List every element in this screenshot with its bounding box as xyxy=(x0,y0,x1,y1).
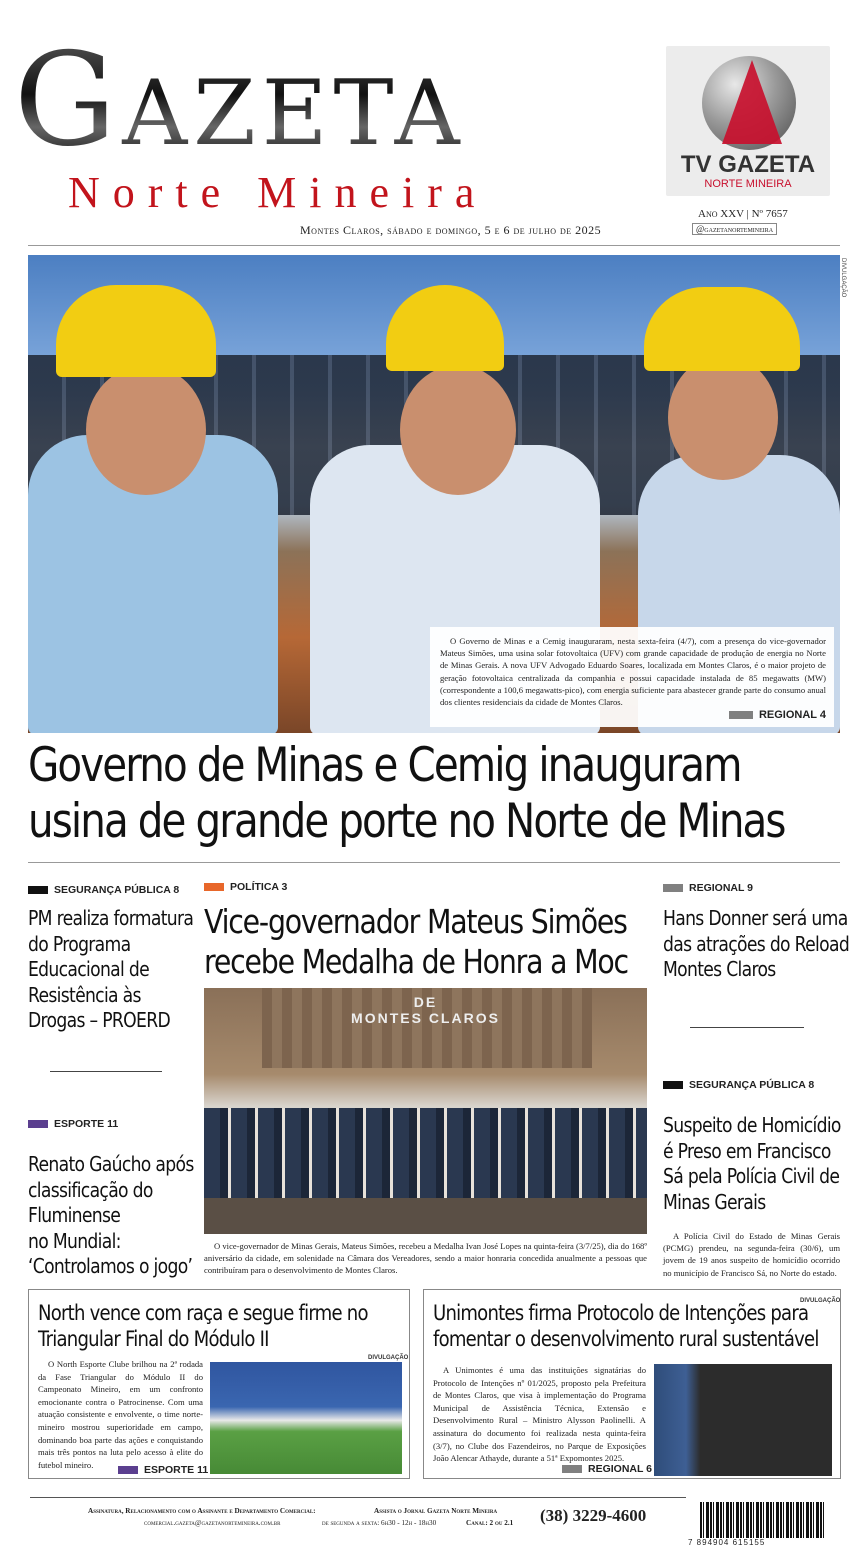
headline-line: North vence com raça e segue firme no xyxy=(38,1301,368,1325)
story-vice-governador-headline[interactable] xyxy=(204,902,628,982)
story-proerd-headline[interactable] xyxy=(28,906,193,1034)
unimontes-text: A Unimontes é uma das instituições signatárias do Protocolo de Intenções nº 01/2025, proposto pela Prefeitura de Montes Claros, que visa à implementação do Programa Municipal de Assistência Técnica, Extensão e Desenvolvimento Rural – Ministro Alysson Paolinelli. A assinatura do documento foi realizada nesta quinta-feira (3/7), no Clube dos Fazendeiros, no Parque de Exposições João Alencar Athayde, durante a 51ª Expomontes 2025. xyxy=(433,1365,646,1464)
headline-line: Sá pela Polícia Civil de xyxy=(663,1164,840,1188)
footer-email[interactable]: comercial.gazeta@gazetanortemineira.com.br xyxy=(144,1519,281,1527)
photo-credit: DIVULGAÇÃO xyxy=(840,258,846,298)
headline-line: Drogas – PROERD xyxy=(28,1008,171,1032)
tag-bar xyxy=(204,883,224,891)
helmet-center xyxy=(386,285,504,371)
headline-line: das atrações do Reload xyxy=(663,931,850,956)
footer-phone[interactable]: (38) 3229-4600 xyxy=(540,1506,647,1525)
story-suspeito-headline[interactable] xyxy=(663,1113,841,1215)
floor xyxy=(204,1198,647,1234)
head-right xyxy=(668,355,778,480)
footer-subscription-label: Assinatura, Relacionamento com o Assinante e Departamento Comercial: xyxy=(88,1507,316,1515)
section-tag-esporte[interactable] xyxy=(28,1118,118,1130)
tag-label: SEGURANÇA PÚBLICA 8 xyxy=(689,1079,815,1091)
issue-number: Ano XXV | Nº 7657 xyxy=(698,208,788,220)
masthead-divider xyxy=(28,245,840,246)
tag-label: ESPORTE 11 xyxy=(144,1464,209,1476)
speaker-photo xyxy=(654,1364,832,1476)
section-tag-regional-9[interactable] xyxy=(663,882,753,894)
north-headline xyxy=(38,1300,368,1352)
hero-caption-box xyxy=(430,627,834,727)
story-hans-donner-headline[interactable] xyxy=(663,906,849,983)
headline-divider xyxy=(28,862,840,863)
section-tag-regional-6[interactable] xyxy=(562,1463,652,1475)
tag-label: REGIONAL 6 xyxy=(588,1463,652,1475)
football-photo xyxy=(210,1362,402,1474)
headline-line: Vice-governador Mateus Simões xyxy=(204,902,627,941)
headline-line: ‘Controlamos o jogo’ xyxy=(28,1254,193,1278)
head-center xyxy=(400,365,516,495)
wall-line: MONTES CLAROS xyxy=(351,1010,500,1026)
tag-label: REGIONAL 9 xyxy=(689,882,753,894)
photo-credit: DIVULGAÇÃO xyxy=(368,1355,409,1361)
headline-line: Triangular Final do Módulo II xyxy=(38,1327,269,1351)
headline-line: do Programa xyxy=(28,931,131,956)
tag-bar xyxy=(729,711,753,719)
hero-caption: O Governo de Minas e a Cemig inauguraram, nesta sexta-feira (4/7), com a presença do vice-governador Mateus Simões, uma usina solar fotovoltaica (UFV) com grande capacidade de produção de energia no Norte de Minas Gerais. A nova UFV Advogado Eduardo Soares, localizada em Montes Claros, é o maior projeto de geração fotovoltaica centralizada da companhia e possui capacidade instalada de 85 megawatts (MW) (correspondente a 100,6 megawatts-pico), com energia suficiente para abastecer grande parte do consumo anual dos clientes residenciais da cidade de Montes Claros. xyxy=(440,636,826,708)
tv-logo-sub: NORTE MINEIRA xyxy=(704,178,792,190)
masthead-title: Gazeta xyxy=(14,36,624,166)
story-suspeito-text: A Polícia Civil do Estado de Minas Gerais (PCMG) prendeu, na segunda-feira (30/6), um jovem de 19 anos suspeito de homicídio ocorrido no município de Francisco Sá, no Norte do estado. xyxy=(663,1231,840,1278)
headline-line-2: usina de grande porte no Norte de Minas xyxy=(28,794,785,849)
footer-channel: Canal: 2 ou 2.1 xyxy=(466,1519,514,1527)
section-tag-seguranca-publica-2[interactable] xyxy=(663,1079,814,1091)
tag-label: ESPORTE 11 xyxy=(54,1118,119,1130)
ceremony-photo xyxy=(204,988,647,1234)
tv-triangle-icon xyxy=(722,60,782,144)
footer-hours: de segunda a sexta: 6h30 - 12h - 18h30 xyxy=(322,1519,437,1527)
helmet-left xyxy=(56,285,216,377)
headline-line: Minas Gerais xyxy=(663,1189,766,1214)
headline-line: Renato Gaúcho após xyxy=(28,1152,194,1176)
headline-line: é Preso em Francisco xyxy=(663,1138,831,1163)
social-handle: @gazetanortemineira xyxy=(692,223,777,235)
footer-watch-label: Assista o Jornal Gazeta Norte Mineira xyxy=(374,1507,498,1515)
divider xyxy=(690,1027,804,1028)
group-of-people xyxy=(204,1108,647,1198)
tag-bar xyxy=(663,884,683,892)
tag-bar xyxy=(562,1465,582,1473)
masthead-subtitle: Norte Mineira xyxy=(68,168,488,217)
wall-line: DE xyxy=(413,994,438,1010)
north-text: O North Esporte Clube brilhou na 2ª rodada da Fase Triangular do Módulo II do Campeonato Mineiro, em um confronto emocionante contra o Patrocinense. Com uma atuação consistente e envolvente, o time norte-mineiro mostrou superioridade em campo, dominando boa parte das ações e conquistando mais três pontos na luta pelo acesso à elite do futebol mineiro. xyxy=(38,1359,203,1470)
unimontes-headline xyxy=(433,1300,819,1352)
headline-line: Unimontes firma Protocolo de Intenções para xyxy=(433,1301,809,1325)
story-renato-headline[interactable] xyxy=(28,1152,194,1280)
footer-divider xyxy=(30,1497,686,1498)
section-tag-esporte-11[interactable] xyxy=(118,1464,208,1476)
tag-bar xyxy=(118,1466,138,1474)
section-tag-regional-4[interactable] xyxy=(729,709,826,721)
headline-line: Resistência às xyxy=(28,982,141,1007)
tag-label: POLÍTICA 3 xyxy=(230,881,288,893)
headline-line-1: Governo de Minas e Cemig inauguram xyxy=(28,738,741,793)
tag-label: SEGURANÇA PÚBLICA 8 xyxy=(54,884,180,896)
tv-logo-label: TV GAZETA xyxy=(680,151,816,178)
section-tag-politica[interactable] xyxy=(204,881,287,893)
headline-line: fomentar o desenvolvimento rural sustentável xyxy=(433,1327,819,1351)
tag-bar xyxy=(663,1081,683,1089)
head-left xyxy=(86,365,206,495)
tag-label: REGIONAL 4 xyxy=(758,709,826,721)
helmet-right xyxy=(644,287,800,371)
tag-bar xyxy=(28,886,48,894)
headline-line: recebe Medalha de Honra a Moc xyxy=(204,942,628,981)
headline-line: Hans Donner será uma xyxy=(663,906,848,930)
wall-lettering xyxy=(204,994,647,1026)
barcode-number: 7 894904 615155 xyxy=(688,1538,766,1547)
headline-line: PM realiza formatura xyxy=(28,906,194,930)
headline-line: no Mundial: xyxy=(28,1228,121,1253)
photo-credit: DIVULGAÇÃO xyxy=(800,1298,841,1304)
section-tag-seguranca-publica[interactable] xyxy=(28,884,179,896)
barcode-icon xyxy=(700,1502,824,1538)
main-headline[interactable] xyxy=(28,738,785,850)
headline-line: Montes Claros xyxy=(663,957,776,981)
tag-bar xyxy=(28,1120,48,1128)
ceremony-caption: O vice-governador de Minas Gerais, Mateus Simões, recebeu a Medalha Ivan José Lopes na quinta-feira (3/7/25), dia do 168º aniversário da cidade, em solenidade na Câmara dos Vereadores, sendo a maior honraria concedida anualmente a pessoas que contribuíram para o desenvolvimento de Montes Claros. xyxy=(204,1241,647,1276)
headline-line: Educacional de xyxy=(28,957,150,981)
headline-line: classificação do xyxy=(28,1177,153,1202)
divider xyxy=(50,1071,162,1072)
headline-line: Fluminense xyxy=(28,1203,121,1227)
dateline: Montes Claros, sábado e domingo, 5 e 6 de julho de 2025 xyxy=(300,223,602,237)
headline-line: Suspeito de Homicídio xyxy=(663,1113,841,1137)
